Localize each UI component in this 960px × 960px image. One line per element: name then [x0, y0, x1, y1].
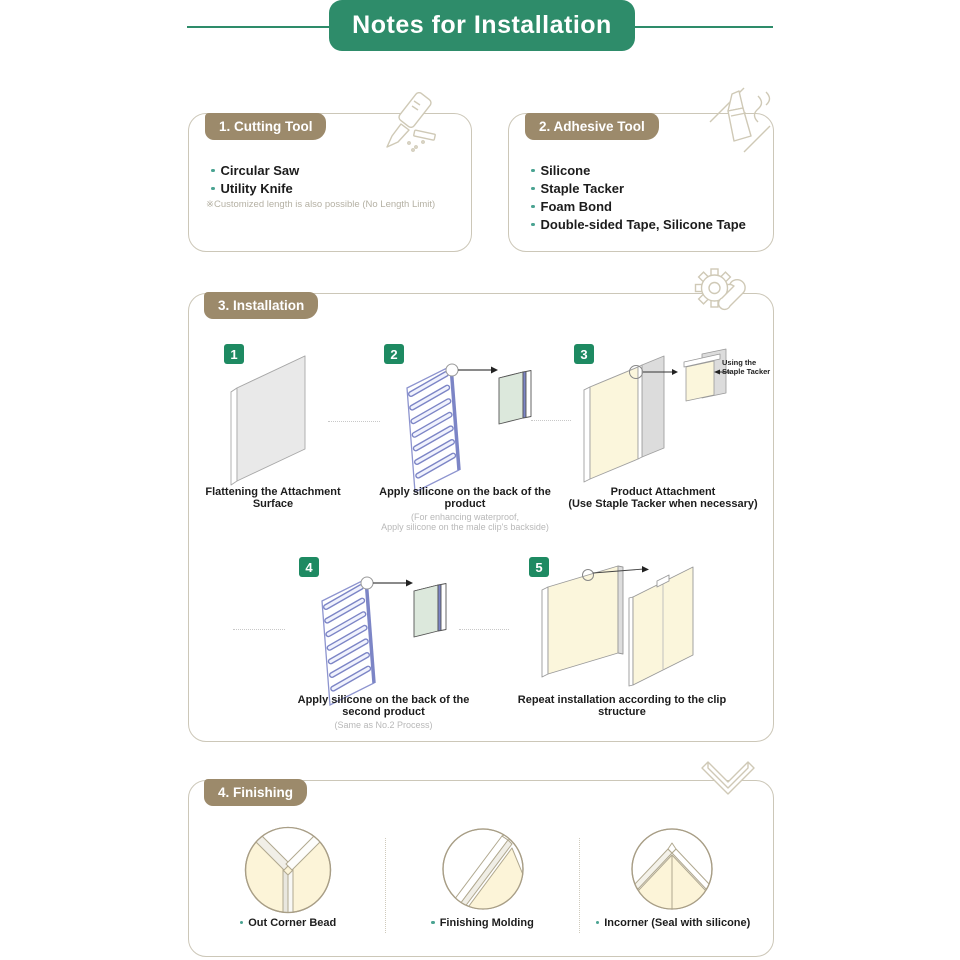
out-corner-bead-illustration [242, 824, 334, 916]
dotted-separator [385, 838, 386, 933]
corner-molding-icon [700, 758, 756, 810]
cutting-item-label: Circular Saw [220, 163, 300, 178]
caption-text: Product Attachment [610, 486, 716, 498]
dotted-separator [459, 629, 509, 630]
caulk-gun-icon [698, 86, 772, 154]
step4-caption [281, 694, 486, 730]
dotted-separator [233, 629, 285, 630]
step-number: 3 [580, 346, 588, 362]
finishing-caption [410, 917, 555, 929]
staple-tacker-annotation: Using the Staple Tacker [722, 358, 771, 376]
list-item [531, 200, 746, 213]
adhesive-tool-label-text: 2. Adhesive Tool [539, 119, 645, 134]
gear-wrench-icon [688, 262, 754, 324]
bullet-dot [596, 921, 600, 925]
caption-text: (Use Staple Tacker when necessary) [568, 498, 758, 510]
dotted-separator [579, 838, 580, 933]
finishing-label [204, 779, 307, 806]
bullet-dot [211, 187, 215, 191]
list-item [531, 218, 746, 231]
bullet-dot [531, 187, 535, 191]
caption-text: Apply silicone on the back of the second product [297, 694, 470, 718]
cutting-tool-label-text: 1. Cutting Tool [219, 119, 313, 134]
adhesive-item-label: Staple Tacker [540, 181, 625, 196]
dotted-separator [531, 420, 571, 421]
step-number: 1 [230, 346, 238, 362]
utility-knife-icon [370, 92, 444, 154]
list-item [211, 164, 299, 177]
bullet-dot [240, 921, 244, 925]
finishing-caption [588, 917, 758, 929]
step2-silicone-panel-illustration [395, 352, 535, 494]
adhesive-item-label: Silicone [540, 163, 591, 178]
step5-repeat-installation-illustration [538, 558, 718, 690]
page-title-banner [329, 0, 635, 51]
cutting-tool-list [211, 164, 299, 200]
installation-label [204, 292, 318, 319]
adhesive-tool-label [525, 113, 659, 140]
cutting-tool-label [205, 113, 326, 140]
finishing-item-label: Out Corner Bead [248, 917, 337, 929]
bullet-dot [531, 205, 535, 209]
list-item [531, 164, 746, 177]
adhesive-item-label: Double-sided Tape, Silicone Tape [540, 217, 746, 232]
caption-subtext: (Same as No.2 Process) [334, 720, 433, 730]
finishing-label-text: 4. Finishing [218, 785, 294, 800]
step3-caption [568, 486, 758, 510]
bullet-dot [531, 223, 535, 227]
bullet-dot [211, 169, 215, 173]
caption-subtext: Apply silicone on the male clip's backside) [381, 522, 549, 532]
finishing-item-label: Finishing Molding [439, 917, 534, 929]
list-item [211, 182, 299, 195]
step3-product-attachment-illustration [580, 346, 732, 496]
adhesive-tool-list [531, 164, 746, 236]
finishing-molding-illustration [440, 826, 526, 912]
cutting-note: ※Customized length is also possible (No Length Limit) [206, 199, 436, 210]
installation-label-text: 3. Installation [218, 298, 305, 313]
adhesive-item-label: Foam Bond [540, 199, 612, 214]
caption-text: Flattening the Attachment Surface [205, 486, 341, 510]
step1-flat-panel-illustration [228, 352, 318, 487]
caption-text: Repeat installation according to the clip structure [517, 694, 727, 718]
caption-text: Apply silicone on the back of the product [379, 486, 551, 510]
step4-silicone-panel-illustration [310, 565, 450, 707]
bullet-dot [431, 921, 435, 925]
finishing-item-label: Incorner (Seal with silicone) [604, 917, 751, 929]
cutting-item-label: Utility Knife [220, 181, 293, 196]
caption-subtext: (For enhancing waterproof, [410, 512, 520, 522]
bullet-dot [531, 169, 535, 173]
list-item [531, 182, 746, 195]
incorner-illustration [630, 827, 714, 911]
dotted-separator [328, 421, 380, 422]
step-number: 5 [535, 559, 543, 575]
step-number: 4 [305, 559, 313, 575]
step5-caption [513, 694, 731, 718]
finishing-caption [218, 917, 358, 929]
step1-caption [193, 486, 353, 510]
step-number: 2 [390, 346, 398, 362]
step2-caption [370, 486, 560, 532]
page-title: Notes for Installation [352, 11, 612, 39]
